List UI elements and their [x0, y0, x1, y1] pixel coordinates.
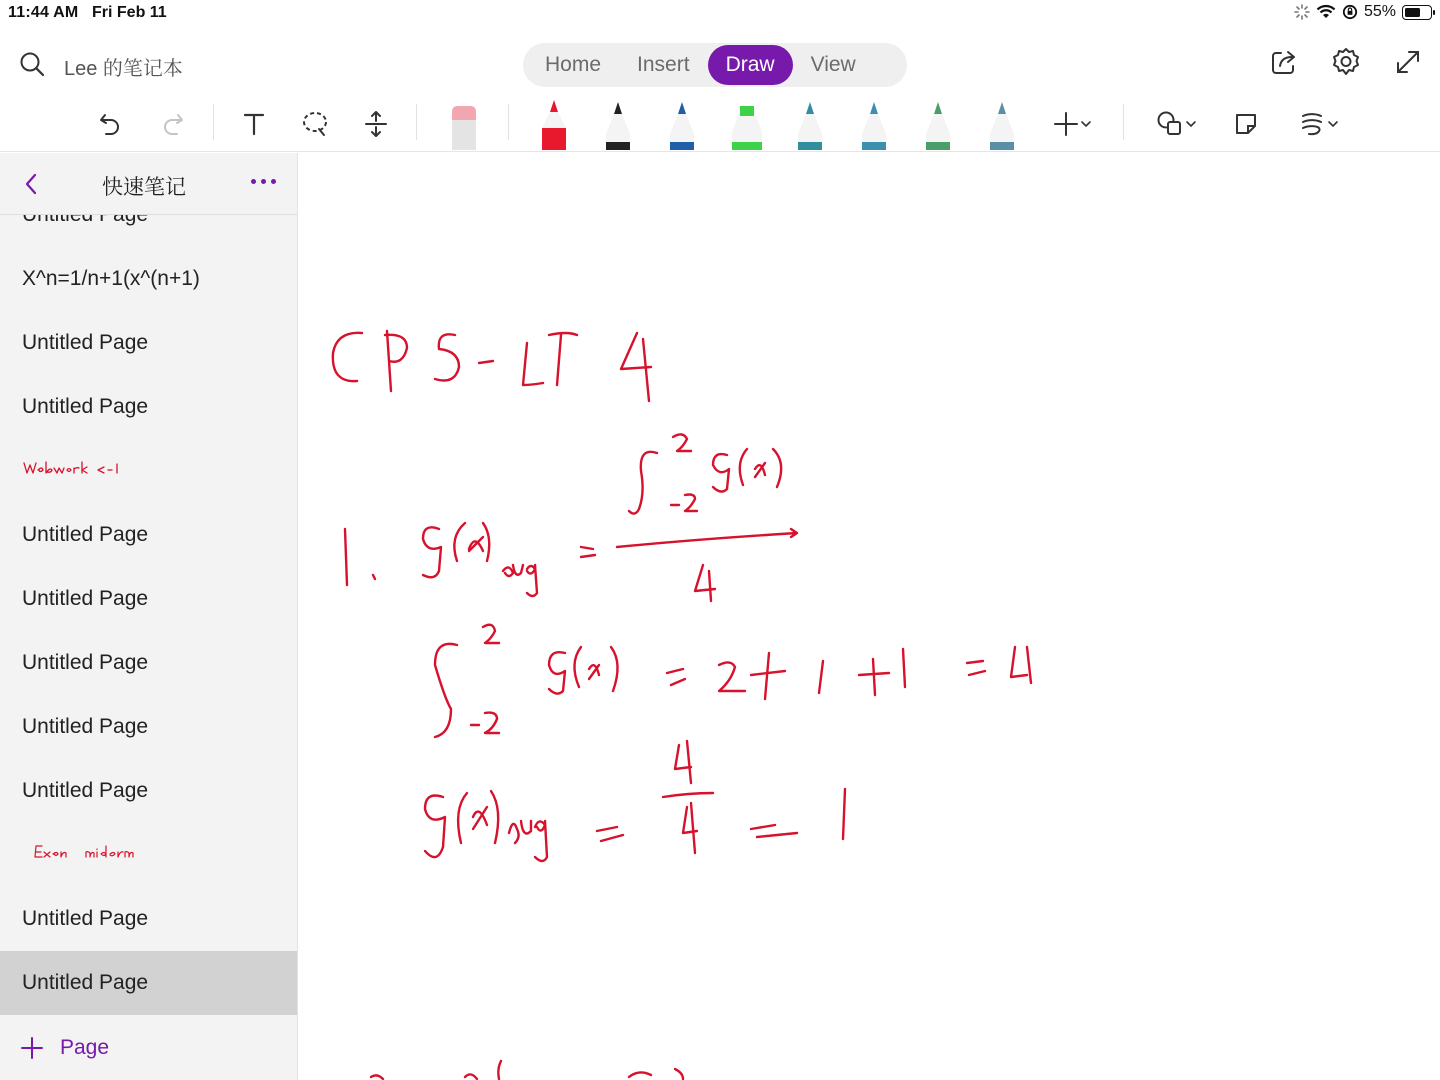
wifi-icon — [1316, 4, 1336, 20]
status-date: Fri Feb 11 — [92, 4, 167, 21]
status-time: 11:44 AM — [8, 4, 79, 21]
redo-button[interactable] — [154, 104, 190, 144]
tab-insert[interactable]: Insert — [637, 53, 690, 76]
green-highlighter[interactable] — [730, 98, 764, 150]
page-list — [0, 183, 298, 1015]
page-item[interactable]: Untitled Page — [22, 715, 149, 738]
section-header — [0, 153, 298, 215]
loading-icon — [1294, 4, 1310, 20]
handwritten-title — [34, 843, 154, 863]
top-right-actions — [1268, 46, 1424, 78]
page-item[interactable]: X^n=1/n+1(x^(n+1) — [22, 267, 200, 290]
insert-space-button[interactable] — [358, 104, 394, 144]
orientation-lock-icon — [1342, 4, 1358, 20]
page-item[interactable]: Untitled Page — [22, 907, 149, 930]
top-bar — [0, 32, 1440, 96]
lasso-select-icon — [300, 109, 330, 139]
red-pen[interactable] — [540, 98, 568, 150]
blue-pen[interactable] — [668, 98, 696, 150]
ink-equation-1 — [345, 434, 797, 601]
battery-icon — [1402, 5, 1432, 20]
undo-icon — [96, 109, 126, 139]
page-sidebar — [0, 153, 298, 1080]
page-item[interactable]: Untitled Page — [22, 523, 149, 546]
galaxy-pen-2[interactable] — [860, 98, 888, 150]
page-item[interactable]: Untitled Page — [22, 395, 149, 418]
tab-draw[interactable]: Draw — [708, 45, 793, 85]
add-page-button[interactable] — [0, 1016, 298, 1080]
eraser-icon[interactable] — [449, 98, 479, 150]
tab-view[interactable]: View — [810, 53, 856, 76]
ribbon-tabs — [523, 43, 907, 87]
black-pen[interactable] — [604, 98, 632, 150]
ink-title — [333, 331, 651, 401]
search-icon[interactable] — [18, 50, 46, 78]
section-title: 快速笔记 — [102, 176, 186, 199]
page-item-selected[interactable]: Untitled Page — [0, 951, 298, 1015]
battery-percent: 55% — [1363, 3, 1396, 20]
page-item-ink-title[interactable] — [0, 823, 298, 887]
shapes-button[interactable] — [1148, 104, 1204, 144]
plus-icon — [1052, 110, 1080, 138]
chevron-down-icon — [1327, 118, 1339, 130]
share-icon[interactable] — [1268, 46, 1300, 78]
galaxy-pen-3[interactable] — [924, 98, 952, 150]
handwritten-title — [22, 459, 142, 479]
insert-space-icon — [362, 109, 390, 139]
redo-icon — [157, 109, 187, 139]
page-item-ink-title[interactable] — [0, 439, 298, 503]
expand-icon[interactable] — [1392, 46, 1424, 78]
status-bar — [0, 0, 1440, 28]
add-pen-button[interactable] — [1044, 104, 1100, 144]
text-icon — [240, 110, 268, 138]
lasso-select-button[interactable] — [297, 104, 333, 144]
note-canvas[interactable] — [299, 153, 1440, 1080]
page-item[interactable]: Untitled Page — [22, 587, 149, 610]
page-item[interactable]: Untitled Page — [22, 651, 149, 674]
chevron-down-icon — [1080, 118, 1092, 130]
type-text-button[interactable] — [236, 104, 272, 144]
ink-to-shape-button[interactable] — [1228, 104, 1264, 144]
handwritten-ink — [299, 153, 1440, 1080]
ink-replay-button[interactable] — [1290, 104, 1346, 144]
ink-equation-3 — [425, 741, 845, 861]
shapes-icon — [1155, 109, 1185, 139]
ink-to-shape-icon — [1231, 109, 1261, 139]
settings-icon[interactable] — [1330, 46, 1362, 78]
ink-partial — [371, 1061, 683, 1079]
chevron-down-icon — [1185, 118, 1197, 130]
undo-button[interactable] — [93, 104, 129, 144]
ink-replay-icon — [1297, 109, 1327, 139]
plus-icon — [20, 1036, 44, 1060]
notebook-name[interactable]: Lee 的笔记本 — [64, 58, 183, 80]
draw-ribbon — [0, 96, 1440, 152]
page-item[interactable]: Untitled Page — [22, 779, 149, 802]
ink-equation-2 — [435, 625, 1031, 737]
more-options-icon[interactable] — [251, 179, 276, 184]
page-item[interactable]: Untitled Page — [22, 331, 149, 354]
tab-home[interactable]: Home — [545, 53, 602, 76]
status-right — [1294, 3, 1432, 21]
galaxy-pen-4[interactable] — [988, 98, 1016, 150]
add-page-label: Page — [60, 1036, 110, 1059]
galaxy-pen-1[interactable] — [796, 98, 824, 150]
